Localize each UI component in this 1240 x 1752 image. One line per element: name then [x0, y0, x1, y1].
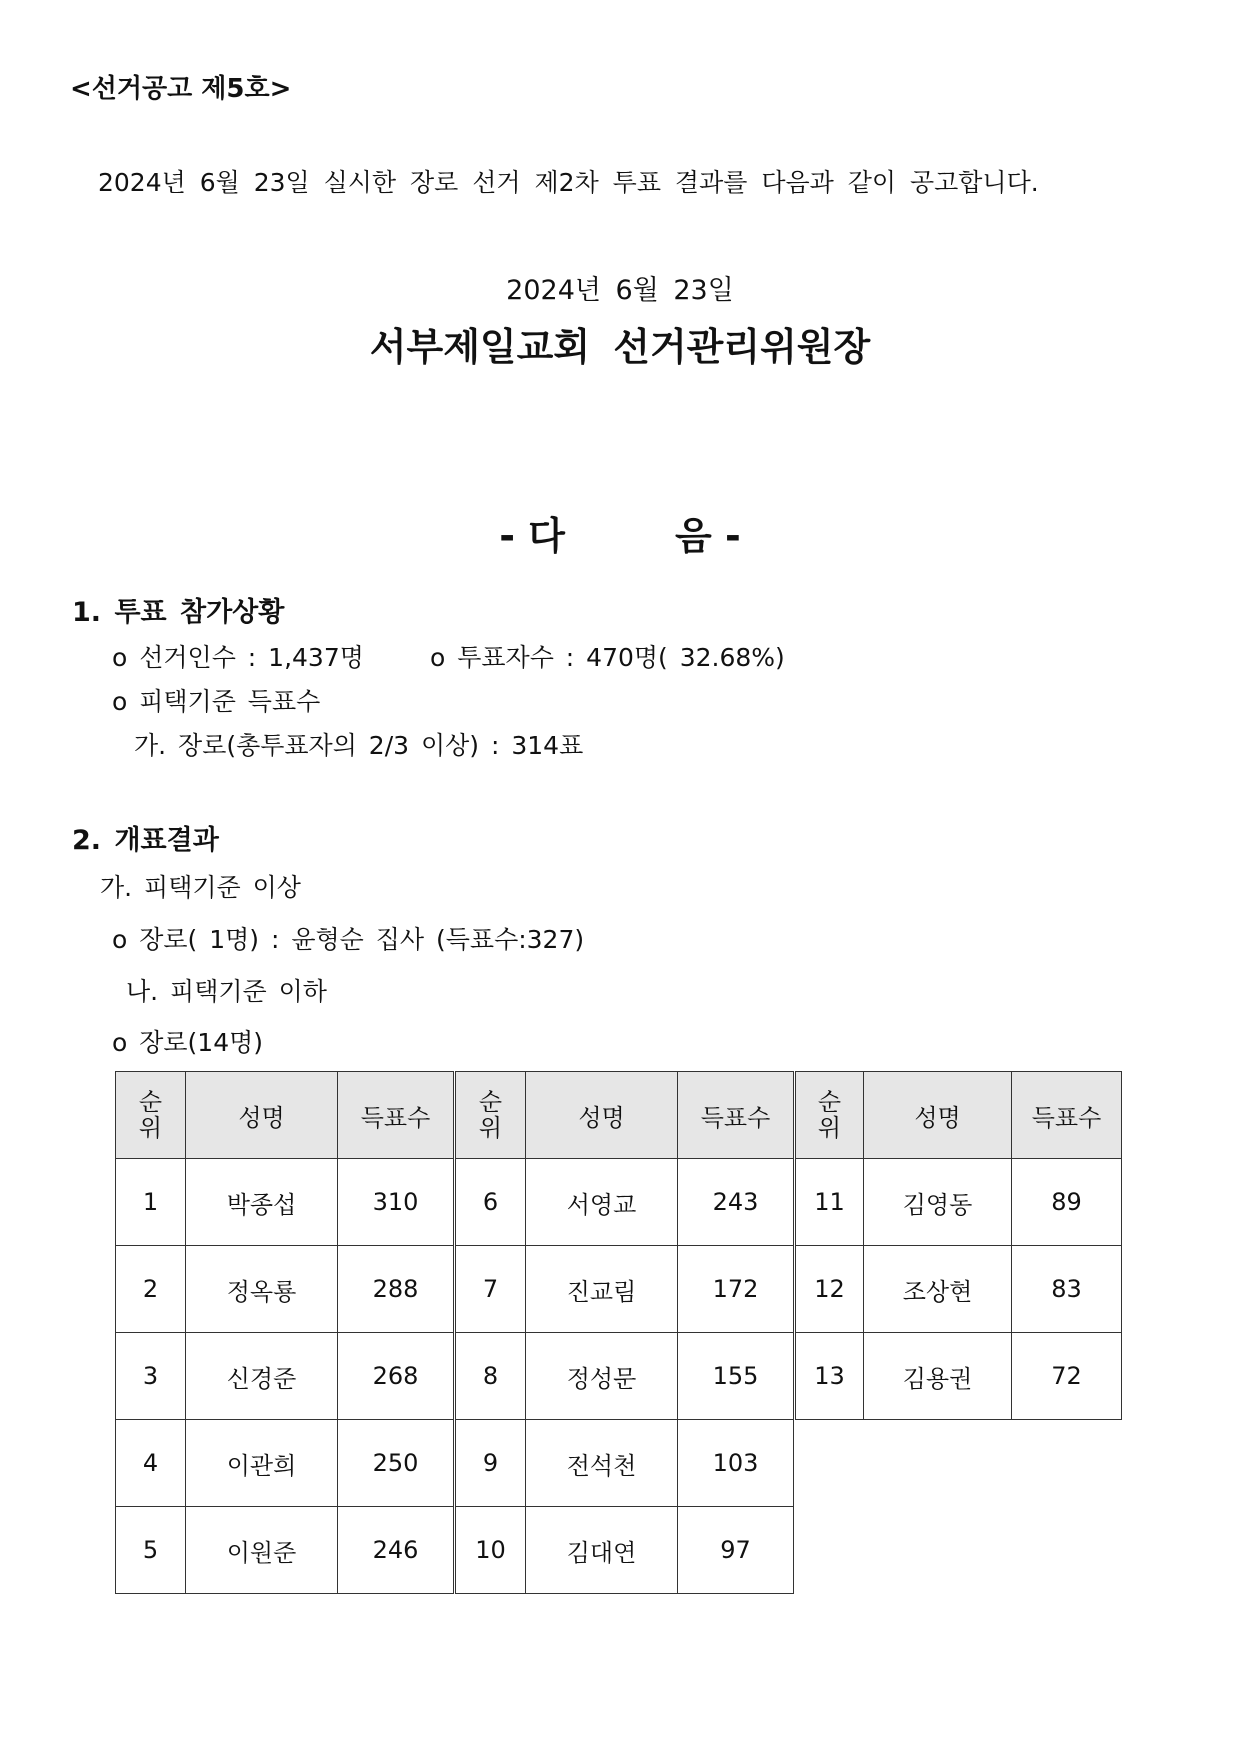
votes-cell: 83 [1012, 1246, 1122, 1333]
name-cell: 서영교 [526, 1159, 678, 1246]
name-header: 성명 [864, 1072, 1012, 1159]
votes-cell: 103 [678, 1420, 794, 1507]
name-cell: 이원준 [186, 1507, 338, 1594]
daeum-right: 음 - [675, 514, 741, 558]
intro-text: 2024년 6월 23일 실시한 장로 선거 제2차 투표 결과를 다음과 같이 공고합니다. [98, 168, 1039, 197]
above-criteria-label: 가. 피택기준 이상 [100, 873, 301, 902]
name-cell: 이관희 [186, 1420, 338, 1507]
elected-line: o 장로( 1명) : 윤형순 집사 (득표수:327) [112, 925, 585, 954]
votes-header: 득표수 [1012, 1072, 1122, 1159]
votes-cell: 246 [338, 1507, 454, 1594]
votes-cell: 250 [338, 1420, 454, 1507]
table-header-row [796, 1072, 1122, 1159]
daeum-heading [0, 505, 1240, 560]
votes-cell: 243 [678, 1159, 794, 1246]
votes-cell: 172 [678, 1246, 794, 1333]
votes-cell: 97 [678, 1507, 794, 1594]
rank-cell: 8 [456, 1333, 526, 1420]
turnout-count: o 투표자수 : 470명( 32.68%) [430, 643, 785, 672]
rank-header: 순 위 [796, 1072, 864, 1159]
table-row [116, 1507, 454, 1594]
votes-cell: 72 [1012, 1333, 1122, 1420]
name-cell: 조상현 [864, 1246, 1012, 1333]
voters-count: o 선거인수 : 1,437명 [112, 643, 364, 672]
table-row [796, 1159, 1122, 1246]
rank-cell: 12 [796, 1246, 864, 1333]
name-cell: 정성문 [526, 1333, 678, 1420]
section1-title: 1. 투표 참가상황 [72, 597, 285, 628]
votes-cell: 310 [338, 1159, 454, 1246]
table-row [456, 1420, 794, 1507]
rank-cell: 10 [456, 1507, 526, 1594]
table-row [116, 1333, 454, 1420]
rank-cell: 4 [116, 1420, 186, 1507]
results-table-2 [455, 1071, 794, 1594]
name-cell: 김대연 [526, 1507, 678, 1594]
name-cell: 김영동 [864, 1159, 1012, 1246]
notice-date: 2024년 6월 23일 [506, 275, 734, 306]
name-header: 성명 [526, 1072, 678, 1159]
rank-cell: 11 [796, 1159, 864, 1246]
rank-cell: 9 [456, 1420, 526, 1507]
name-header: 성명 [186, 1072, 338, 1159]
criteria-label: o 피택기준 득표수 [112, 687, 321, 716]
table-row [456, 1159, 794, 1246]
name-cell: 김용권 [864, 1333, 1012, 1420]
name-cell: 신경준 [186, 1333, 338, 1420]
votes-cell: 89 [1012, 1159, 1122, 1246]
issuer-title: 서부제일교회 선거관리위원장 [369, 325, 871, 369]
table-row [456, 1246, 794, 1333]
notice-number: <선거공고 제5호> [70, 74, 292, 104]
daeum-left: - 다 [499, 514, 565, 558]
table-row [116, 1159, 454, 1246]
votes-header: 득표수 [678, 1072, 794, 1159]
rank-cell: 2 [116, 1246, 186, 1333]
section2-title: 2. 개표결과 [72, 825, 219, 856]
results-table-1 [115, 1071, 454, 1594]
results-table-3 [795, 1071, 1122, 1420]
rank-header: 순 위 [456, 1072, 526, 1159]
name-cell: 박종섭 [186, 1159, 338, 1246]
rank-cell: 3 [116, 1333, 186, 1420]
rank-cell: 5 [116, 1507, 186, 1594]
table-row [456, 1507, 794, 1594]
table-row [796, 1333, 1122, 1420]
rank-cell: 7 [456, 1246, 526, 1333]
name-cell: 전석천 [526, 1420, 678, 1507]
table-row [456, 1333, 794, 1420]
rank-cell: 6 [456, 1159, 526, 1246]
table-header-row [456, 1072, 794, 1159]
below-group-label: o 장로(14명) [112, 1028, 264, 1057]
below-criteria-label: 나. 피택기준 이하 [126, 977, 327, 1006]
criteria-detail: 가. 장로(총투표자의 2/3 이상) : 314표 [134, 731, 584, 760]
rank-cell: 13 [796, 1333, 864, 1420]
votes-header: 득표수 [338, 1072, 454, 1159]
votes-cell: 155 [678, 1333, 794, 1420]
table-header-row [116, 1072, 454, 1159]
votes-cell: 268 [338, 1333, 454, 1420]
name-cell: 진교림 [526, 1246, 678, 1333]
table-row [116, 1246, 454, 1333]
votes-cell: 288 [338, 1246, 454, 1333]
rank-cell: 1 [116, 1159, 186, 1246]
table-row [116, 1420, 454, 1507]
name-cell: 정옥룡 [186, 1246, 338, 1333]
rank-header: 순 위 [116, 1072, 186, 1159]
table-row [796, 1246, 1122, 1333]
